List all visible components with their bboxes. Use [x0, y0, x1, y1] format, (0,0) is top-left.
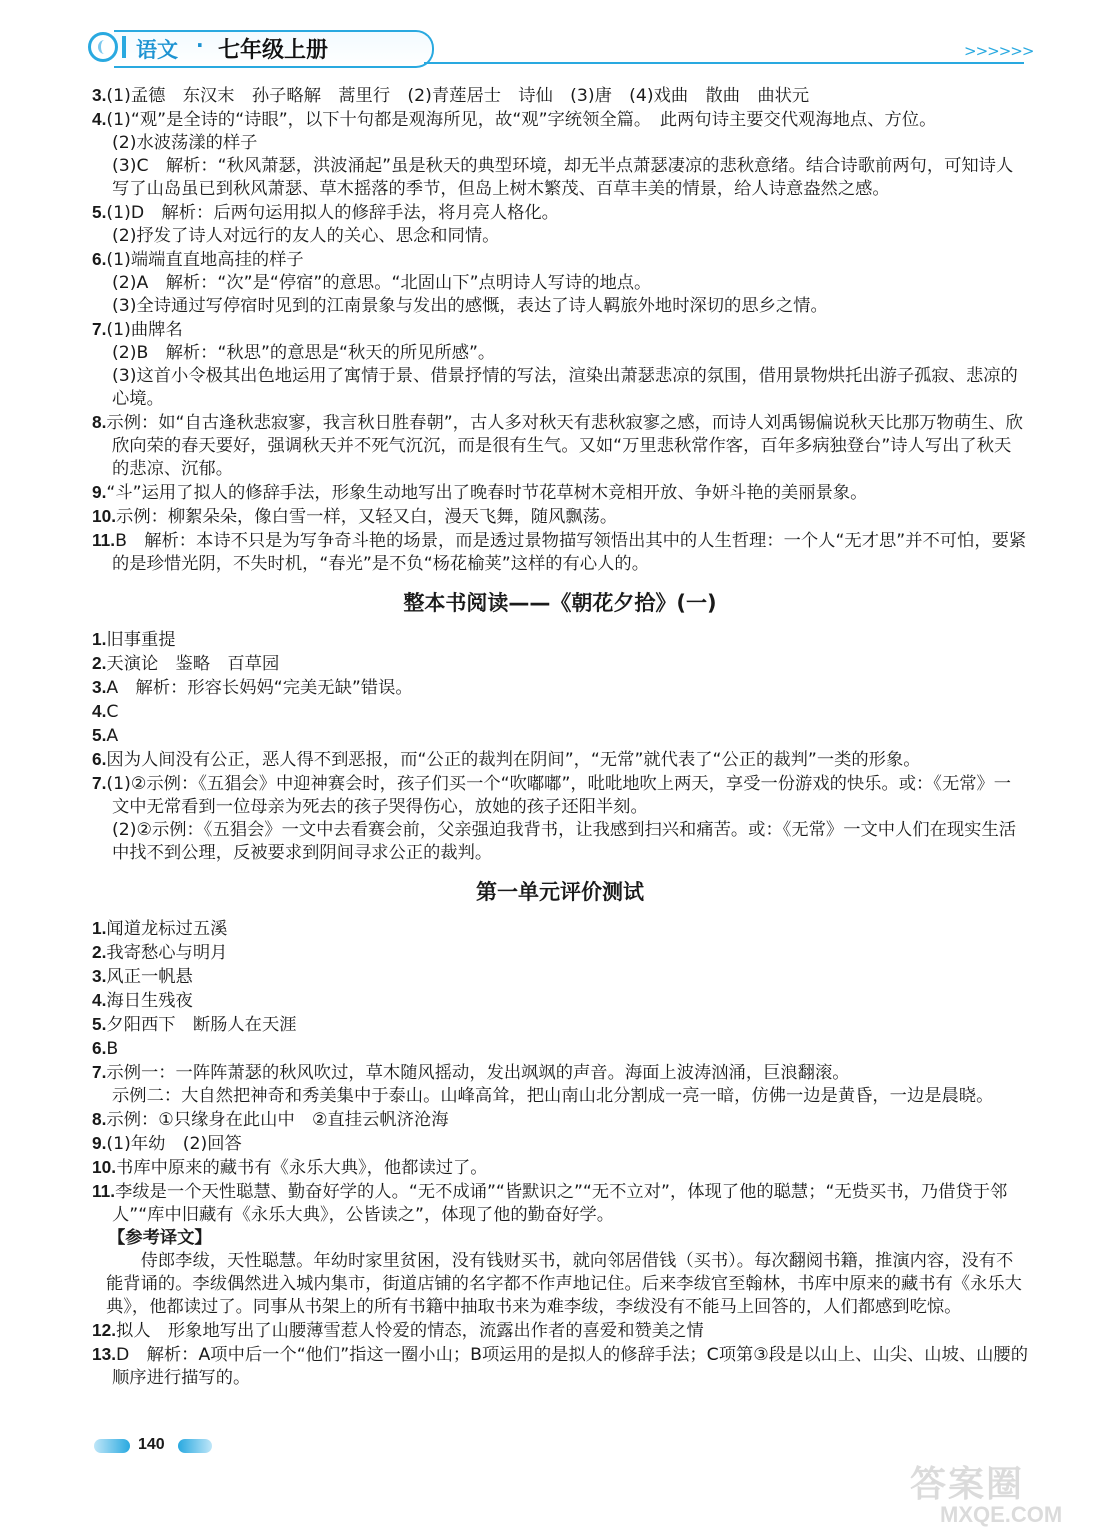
- section-title-book-reading: 整本书阅读——《朝花夕拾》(一): [403, 591, 717, 615]
- answer-number: 4.: [92, 701, 107, 721]
- answer-text: 示例二：大自然把神奇和秀美集中于泰山。山峰高耸，把山南山北分割成一亮一暗，仿佛一边是黄昏，一边是晨晓。: [112, 1086, 994, 1106]
- answer-item: [92, 1319, 1028, 1343]
- answer-text: 示例：①只缘身在此山中 ②直挂云帆济沧海: [106, 1110, 449, 1130]
- answer-number: 12.: [92, 1320, 117, 1340]
- answer-item: [92, 1061, 1028, 1085]
- answer-text: 书库中原来的藏书有《永乐大典》，他都读过了。: [116, 1158, 488, 1178]
- section-unit-test-continued: [92, 1319, 1028, 1390]
- answer-item: [92, 481, 1028, 505]
- answer-number: 4.: [92, 990, 107, 1010]
- answer-subline: [92, 272, 1028, 295]
- answer-item: [92, 628, 1028, 652]
- answer-text: (1)年幼 (2)回答: [106, 1134, 242, 1154]
- answer-text: 闻道龙标过五溪: [106, 919, 228, 939]
- answer-text: 因为人间没有公正，恶人得不到恶报，而“公正的裁判在阴间”，“无常”就代表了“公正的裁判”一类的形象。: [106, 750, 921, 770]
- answer-subline: [92, 155, 1028, 201]
- answer-subline: [92, 342, 1028, 365]
- answer-item: [92, 965, 1028, 989]
- answer-item: [92, 505, 1028, 529]
- answer-number: 8.: [92, 412, 107, 432]
- answer-text: (2)A 解析：“次”是“停宿”的意思。“北固山下”点明诗人写诗的地点。: [112, 273, 652, 293]
- answer-text: 风正一帆悬: [106, 967, 193, 987]
- page-header: [84, 28, 1034, 68]
- reference-translation-heading: 【参考译文】: [108, 1228, 212, 1248]
- answer-item: [92, 989, 1028, 1013]
- answer-item: [92, 108, 1028, 132]
- answer-number: 11.: [92, 530, 116, 550]
- section-unit-test: [92, 917, 1028, 1227]
- answer-text: 拟人 形象地写出了山腰薄雪惹人怜爱的情态，流露出作者的喜爱和赞美之情: [116, 1321, 704, 1341]
- answer-number: 7.: [92, 773, 107, 793]
- answer-number: 3.: [92, 677, 107, 697]
- answer-text: 示例：如“自古逢秋悲寂寥，我言秋日胜春朝”，古人多对秋天有悲秋寂寥之感，而诗人刘禹锡偏说秋天比那万物萌生、欣欣向荣的春天要好，强调秋天并不死气沉沉，而是很有生气。又如“万里悲秋常作客，百年多病独登台”诗人写出了秋天的悲凉、沉郁。: [106, 413, 1023, 479]
- answer-number: 6.: [92, 249, 107, 269]
- answer-text: 天演论 鉴略 百草园: [106, 654, 280, 674]
- answer-number: 5.: [92, 1014, 107, 1034]
- answer-item: [92, 411, 1028, 481]
- footer-decoration-right: [178, 1439, 212, 1453]
- answer-content: [92, 84, 1028, 1390]
- answer-number: 6.: [92, 1038, 107, 1058]
- reference-translation-text: 侍郎李绂，天性聪慧。年幼时家里贫困，没有钱财买书，就向邻居借钱（买书）。每次翻阅书籍，推演内容，没有不能背诵的。李绂偶然进入城内集市，街道店铺的名字都不作声地记住。后来李绂官至翰林，书库中原来的藏书有《永乐大典》，他都读过了。同事从书架上的所有书籍中抽取书来为难李绂，李绂没有不能马上回答的，人们都感到吃惊。: [106, 1251, 1022, 1317]
- answer-subline: [92, 1085, 1028, 1108]
- answer-number: 3.: [92, 966, 107, 986]
- answer-text: (2)②示例：《五猖会》一文中去看赛会前，父亲强迫我背书，让我感到扫兴和痛苦。或：《无常》一文中人们在现实生活中找不到公理，反被要求到阴间寻求公正的裁判。: [112, 820, 1017, 863]
- answer-text: A 解析：形容长妈妈“完美无缺”错误。: [106, 678, 413, 698]
- answer-item: [92, 917, 1028, 941]
- page-footer: [94, 1436, 234, 1458]
- answer-number: 5.: [92, 202, 107, 222]
- answer-number: 9.: [92, 1133, 107, 1153]
- answer-text: 我寄愁心与明月: [106, 943, 228, 963]
- answer-text: (2)抒发了诗人对远行的友人的关心、思念和同情。: [112, 226, 500, 246]
- answer-number: 10.: [92, 506, 117, 526]
- answer-subline: [92, 295, 1028, 318]
- header-logo-icon: [88, 32, 118, 62]
- answer-text: (1)②示例：《五猖会》中迎神赛会时，孩子们买一个“吹嘟嘟”，吡吡地吹上两天，享受一份游戏的快乐。或：《无常》一文中无常看到一位母亲为死去的孩子哭得伤心，放她的孩子还阳半刻。: [106, 774, 1012, 817]
- header-rule: [424, 62, 1024, 64]
- answer-text: C: [106, 702, 119, 722]
- answer-number: 4.: [92, 109, 107, 129]
- answer-item: [92, 748, 1028, 772]
- answer-item: [92, 652, 1028, 676]
- answer-text: (1)端端直直地高挂的样子: [106, 250, 304, 270]
- answer-item: [92, 248, 1028, 272]
- answer-number: 1.: [92, 629, 107, 649]
- answer-item: [92, 676, 1028, 700]
- watermark-url: MXQE.COM: [940, 1502, 1063, 1527]
- answer-item: [92, 941, 1028, 965]
- footer-decoration-left: [94, 1439, 130, 1453]
- answer-text: (1)孟德 东汉末 孙子略解 蒿里行 (2)青莲居士 诗仙 (3)唐 (4)戏曲 散曲 曲状元: [106, 86, 810, 106]
- answer-subline: [92, 365, 1028, 411]
- answer-text: (1)D 解析：后两句运用拟人的修辞手法，将月亮人格化。: [106, 203, 559, 223]
- header-subject: 语文: [136, 38, 178, 62]
- section-book-reading: [92, 628, 1028, 865]
- answer-text: A: [106, 726, 119, 746]
- answer-text: (2)水波荡漾的样子: [112, 133, 258, 153]
- answer-number: 3.: [92, 85, 107, 105]
- answer-number: 13.: [92, 1344, 117, 1364]
- answer-number: 6.: [92, 749, 107, 769]
- answer-item: [92, 1037, 1028, 1061]
- header-arrows-icon: >>>>>>: [964, 42, 1034, 60]
- answer-text: 李绂是一个天性聪慧、勤奋好学的人。“无不成诵”“皆默识之”“无不立对”，体现了他的聪慧；“无赀买书，乃借贷于邻人”“库中旧藏有《永乐大典》，公皆读之”，体现了他的勤奋好学。: [112, 1182, 1008, 1225]
- answer-text: (3)这首小令极其出色地运用了寓情于景、借景抒情的写法，渲染出萧瑟悲凉的氛围，借用景物烘托出游子孤寂、悲凉的心境。: [112, 366, 1018, 409]
- answer-number: 2.: [92, 653, 107, 673]
- answer-item: [92, 724, 1028, 748]
- answer-item: [92, 1156, 1028, 1180]
- answer-text: (3)C 解析：“秋风萧瑟，洪波涌起”虽是秋天的典型环境，却无半点萧瑟凄凉的悲秋意绪。结合诗歌前两句，可知诗人写了山岛虽已到秋风萧瑟、草木摇落的季节，但岛上树木繁茂、百草丰美的情景，给人诗意盎然之感。: [112, 156, 1014, 199]
- answer-number: 11.: [92, 1181, 116, 1201]
- answer-number: 5.: [92, 725, 107, 745]
- answer-text: (1)“观”是全诗的“诗眼”，以下十句都是观海所见，故“观”字统领全篇。 此两句诗主要交代观海地点、方位。: [106, 110, 937, 130]
- answer-text: D 解析：A项中后一个“他们”指这一圈小山；B项运用的是拟人的修辞手法；C项第③段是以山上、山尖、山坡、山腰的顺序进行描写的。: [112, 1345, 1028, 1388]
- answer-text: 示例一：一阵阵萧瑟的秋风吹过，草木随风摇动，发出飒飒的声音。海面上波涛汹涌，巨浪翻滚。: [106, 1063, 850, 1083]
- answer-item: [92, 772, 1028, 819]
- answer-item: [92, 1013, 1028, 1037]
- answer-text: (2)B 解析：“秋思”的意思是“秋天的所见所感”。: [112, 343, 496, 363]
- answer-text: 海日生残夜: [106, 991, 193, 1011]
- answer-item: [92, 700, 1028, 724]
- answer-number: 10.: [92, 1157, 117, 1177]
- watermark-text: 答案圈: [910, 1464, 1025, 1505]
- answer-item: [92, 1343, 1028, 1390]
- answer-subline: [92, 819, 1028, 865]
- answer-text: “斗”运用了拟人的修辞手法，形象生动地写出了晚春时节花草树木竞相开放、争妍斗艳的美丽景象。: [106, 483, 868, 503]
- answer-item: [92, 318, 1028, 342]
- answer-text: 示例：柳絮朵朵，像白雪一样，又轻又白，漫天飞舞，随风飘荡。: [116, 507, 618, 527]
- answer-item: [92, 529, 1028, 576]
- answer-text: (3)全诗通过写停宿时见到的江南景象与发出的感慨，表达了诗人羁旅外地时深切的思乡之情。: [112, 296, 828, 316]
- answer-item: [92, 1132, 1028, 1156]
- answer-subline: [92, 132, 1028, 155]
- answer-number: 1.: [92, 918, 107, 938]
- answer-number: 7.: [92, 1062, 107, 1082]
- answer-item: [92, 201, 1028, 225]
- section-title-unit-test: 第一单元评价测试: [476, 880, 644, 904]
- watermark-logo: [900, 1456, 1080, 1532]
- answer-number: 7.: [92, 319, 107, 339]
- answer-item: [92, 1180, 1028, 1227]
- header-grade: 七年级上册: [218, 38, 329, 63]
- page-number: 140: [138, 1436, 165, 1453]
- answer-item: [92, 1108, 1028, 1132]
- header-divider: [122, 36, 126, 58]
- answer-number: 2.: [92, 942, 107, 962]
- answer-subline: [92, 225, 1028, 248]
- answer-text: B 解析：本诗不只是为写争奇斗艳的场景，而是透过景物描写领悟出其中的人生哲理：一个人“无才思”并不可怕，要紧的是珍惜光阴，不失时机，“春光”是不负“杨花榆荚”这样的有心人的。: [112, 531, 1027, 574]
- answer-text: (1)曲牌名: [106, 320, 183, 340]
- answer-text: 夕阳西下 断肠人在天涯: [106, 1015, 297, 1035]
- answer-number: 9.: [92, 482, 107, 502]
- answer-number: 8.: [92, 1109, 107, 1129]
- header-dot: ·: [196, 33, 204, 57]
- answer-text: B: [106, 1039, 119, 1059]
- answer-text: 旧事重提: [106, 630, 176, 650]
- answer-item: [92, 84, 1028, 108]
- section-poems: [92, 84, 1028, 576]
